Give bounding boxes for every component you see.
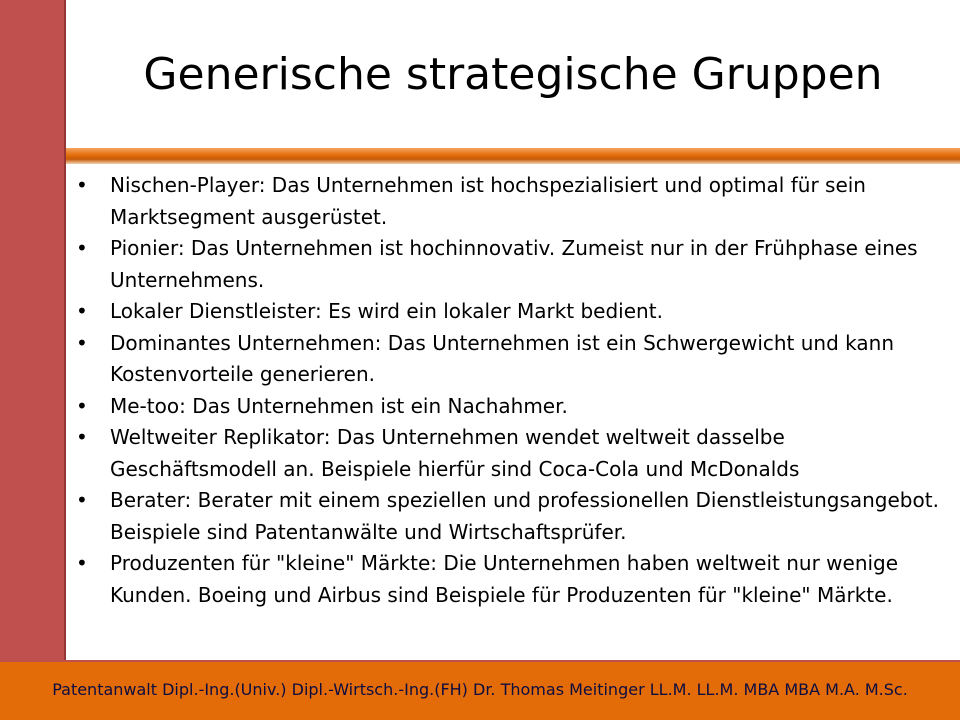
footer-text: Patentanwalt Dipl.-Ing.(Univ.) Dipl.-Wirtsch.-Ing.(FH) Dr. Thomas Meitinger LL.M. LL.M. MBA MBA M.A. M.Sc.	[52, 680, 908, 699]
bullet-list	[72, 170, 952, 611]
bullet-item	[72, 391, 952, 423]
bullet-text: Produzenten für "kleine" Märkte: Die Unternehmen haben weltweit nur wenige Kunden. Boeing und Airbus sind Beispiele für Produzenten für "kleine" Märkte.	[110, 551, 899, 607]
title-divider	[66, 148, 960, 164]
bullet-item	[72, 328, 952, 391]
bullet-text: Nischen-Player: Das Unternehmen ist hochspezialisiert und optimal für sein Marktsegment ausgerüstet.	[110, 173, 866, 229]
bullet-text: Lokaler Dienstleister: Es wird ein lokaler Markt bedient.	[110, 299, 663, 323]
bullet-item	[72, 170, 952, 233]
bullet-dot: •	[76, 330, 88, 355]
bullet-item	[72, 422, 952, 485]
left-accent-bar	[0, 0, 66, 660]
bullet-text: Me-too: Das Unternehmen ist ein Nachahmer.	[110, 393, 568, 418]
bullet-dot: •	[76, 173, 88, 197]
footer-bar	[0, 660, 960, 720]
bullet-text: Pionier: Das Unternehmen ist hochinnovativ. Zumeist nur in der Frühphase eines Unternehmens.	[110, 236, 918, 292]
bullet-text: Dominantes Unternehmen: Das Unternehmen ist ein Schwergewicht und kann Kostenvorteile generieren.	[110, 330, 894, 386]
bullet-text: Weltweiter Replikator: Das Unternehmen wendet weltweit dasselbe Geschäftsmodell an. Beispiele hierfür sind Coca-Cola und McDonalds	[110, 425, 800, 481]
bullet-dot: •	[76, 425, 88, 449]
bullet-item	[72, 233, 952, 296]
bullet-text: Berater: Berater mit einem speziellen und professionellen Dienstleistungsangebot. Beispiele sind Patentanwälte und Wirtschaftsprüfer.	[110, 488, 939, 544]
bullet-dot: •	[76, 551, 88, 575]
bullet-item	[72, 485, 952, 548]
bullet-dot: •	[76, 299, 88, 323]
slide-title: Generische strategische Gruppen	[143, 49, 883, 100]
bullet-dot: •	[76, 488, 88, 512]
slide-body	[72, 170, 952, 611]
bullet-item	[72, 296, 952, 328]
bullet-dot: •	[76, 393, 88, 418]
bullet-item	[72, 548, 952, 611]
bullet-dot: •	[76, 236, 88, 260]
